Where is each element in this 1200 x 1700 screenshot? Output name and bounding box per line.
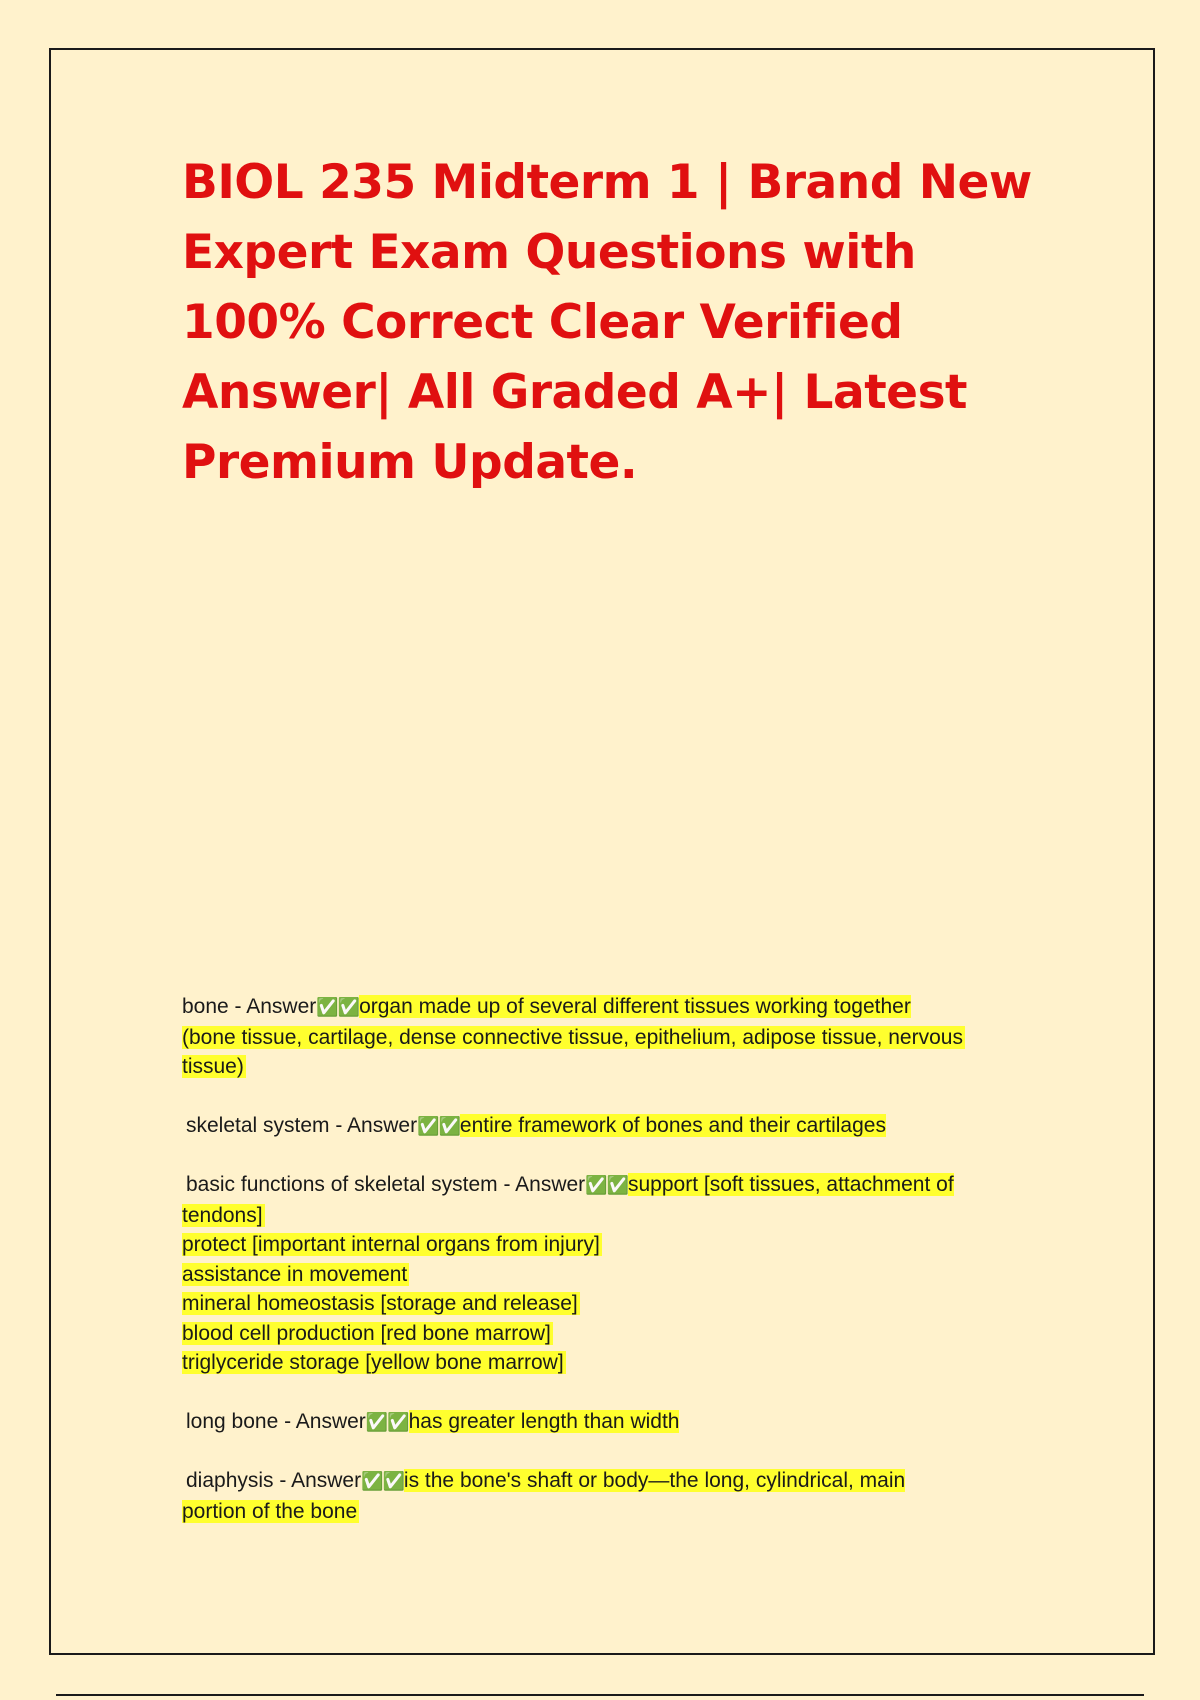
entry-answer-line: organ made up of several different tissues working together [359,995,911,1018]
entry-answer-line: assistance in movement [182,1262,408,1286]
entry-answer-line: mineral homeostasis [storage and release] [182,1292,578,1315]
entry-answer-line: (bone tissue, cartilage, dense connective tissue, epithelium, adipose tissue, nervous [182,1025,963,1049]
double-checkmark-icon: ✅✅ [316,997,360,1018]
entry-separator: - Answer [329,1113,418,1137]
entry-separator: - Answer [273,1469,362,1492]
entry-answer-line: entire framework of bones and their cartilages [459,1113,886,1137]
page-bottom-rule [56,1694,1144,1696]
entry-separator: - Answer [278,1409,366,1433]
qa-entry [182,992,1022,1082]
qa-list [182,992,1022,1555]
entry-term: diaphysis [186,1469,274,1492]
entry-answer-line: has greater length than width [408,1409,680,1433]
entry-answer-line: protect [important internal organs from injury] [182,1233,600,1256]
double-checkmark-icon: ✅✅ [361,1471,404,1492]
entry-answer-line: blood cell production [red bone marrow] [182,1321,551,1345]
entry-answer-line: portion of the bone [182,1499,358,1523]
entry-answer-line: triglyceride storage [yellow bone marrow] [182,1351,564,1374]
qa-entry [182,1111,1022,1142]
qa-entry [182,1170,1022,1378]
entry-answer-line: tendons] [182,1203,263,1227]
qa-entry [182,1407,1022,1438]
entry-separator: - Answer [497,1173,586,1196]
qa-entry [182,1466,1022,1526]
double-checkmark-icon: ✅✅ [417,1115,460,1137]
document-title: BIOL 235 Midterm 1 | Brand New Expert Exam Questions with 100% Correct Clear Verified Answer| All Graded A+| Latest Premium Update. [182,155,1032,490]
entry-separator: - Answer [228,995,317,1018]
entry-term: bone [182,995,229,1018]
entry-answer-line: is the bone's shaft or body—the long, cylindrical, main [403,1469,906,1492]
double-checkmark-icon: ✅✅ [585,1175,628,1196]
entry-term: skeletal system [186,1113,330,1137]
entry-term: long bone [186,1409,279,1433]
entry-answer-line: tissue) [182,1055,244,1078]
entry-term: basic functions of skeletal system [186,1173,498,1196]
entry-answer-line: support [soft tissues, attachment of [628,1173,954,1196]
double-checkmark-icon: ✅✅ [365,1411,409,1433]
